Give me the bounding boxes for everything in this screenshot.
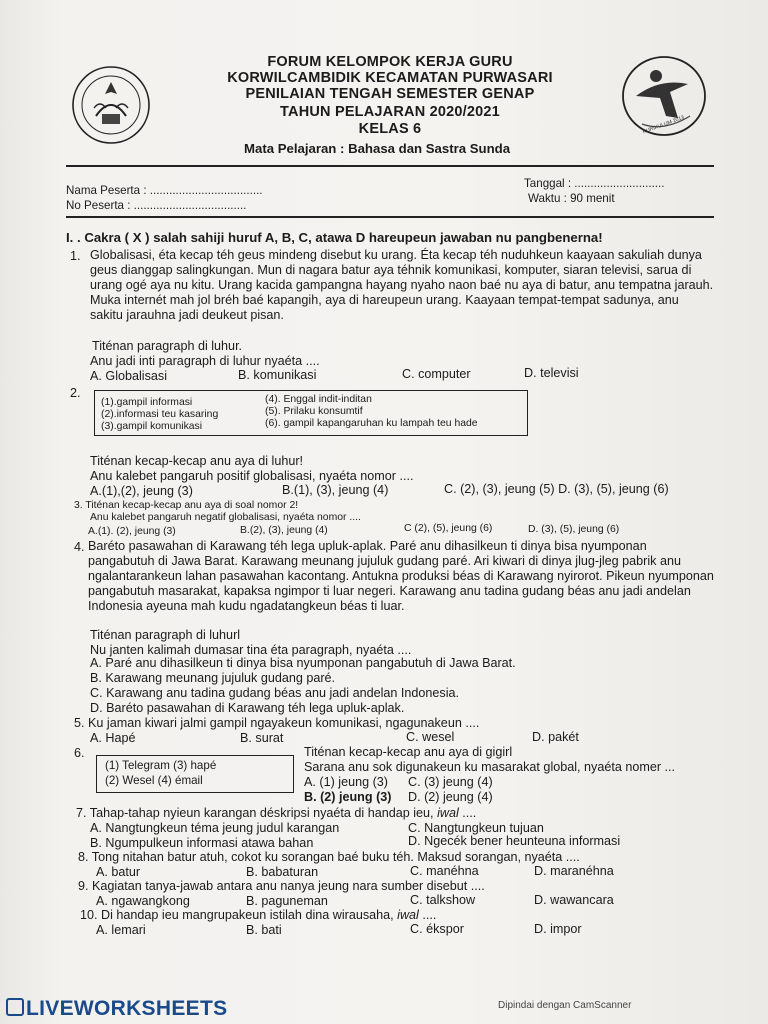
q3-option-d[interactable]: D. (3), (5), jeung (6): [528, 524, 620, 535]
q8-option-d[interactable]: D. maranéhna: [534, 864, 614, 878]
q6-item-row-2: (2) Wesel (4) émail: [105, 774, 203, 787]
q3-option-a[interactable]: A.(1). (2), jeung (3): [88, 526, 176, 537]
header-line-3: PENILAIAN TENGAH SEMESTER GENAP: [245, 86, 535, 102]
q10-option-d[interactable]: D. impor: [534, 922, 582, 936]
q2-item-6: (6). gampil kapangaruhan ku lampah teu hade: [265, 418, 478, 429]
q8-option-a[interactable]: A. batur: [96, 865, 141, 879]
q6-option-a[interactable]: A. (1) jeung (3): [304, 775, 388, 789]
q5-option-b[interactable]: B. surat: [240, 731, 284, 745]
q4-option-c[interactable]: C. Karawang anu tadina gudang béas anu jadi andelan Indonesia.: [90, 686, 460, 700]
q4-option-b[interactable]: B. Karawang meunang jujuluk gudang paré.: [90, 671, 336, 685]
q10-option-b[interactable]: B. bati: [246, 923, 282, 937]
liveworksheets-icon: [6, 998, 24, 1016]
q8-question: 8. Tong nitahan batur atuh, cokot ku sorangan baé buku téh. Maksud sorangan, nyaéta ....: [78, 850, 580, 864]
q6-option-c[interactable]: C. (3) jeung (4): [408, 775, 493, 789]
q1-number: 1.: [70, 249, 81, 263]
q3-option-c[interactable]: C (2), (5), jeung (6): [404, 523, 493, 534]
q5-option-d[interactable]: D. pakét: [532, 730, 579, 744]
q8-option-c[interactable]: C. manéhna: [410, 864, 479, 878]
q1-option-d[interactable]: D. televisi: [524, 366, 579, 380]
q2-prompt-2: Anu kalebet pangaruh positif globalisasi, nyaéta nomor ....: [90, 469, 414, 483]
q2-option-b[interactable]: B.(1), (3), jeung (4): [282, 483, 389, 497]
identity-rule: [66, 216, 714, 218]
q9-question: 9. Kagiatan tanya-jawab antara anu nanya jeung nara sumber disebut ....: [78, 879, 485, 893]
q1-prompt-2: Anu jadi inti paragraph di luhur nyaéta ....: [90, 354, 320, 368]
q7-option-c[interactable]: C. Nangtungkeun tujuan: [408, 821, 544, 835]
camscanner-note: Dipindai dengan CamScanner: [498, 1000, 632, 1011]
header-line-4: TAHUN PELAJARAN 2020/2021: [280, 104, 500, 120]
q1-option-c[interactable]: C. computer: [402, 367, 471, 381]
q9-option-a[interactable]: A. ngawangkong: [96, 894, 190, 908]
q3-line-2: Anu kalebet pangaruh negatif globalisasi, nyaéta nomor ....: [90, 512, 361, 523]
q10-tail: ....: [418, 908, 437, 922]
q8-option-b[interactable]: B. babaturan: [246, 865, 319, 879]
q10-option-a[interactable]: A. lemari: [96, 923, 146, 937]
q2-item-1: (1).gampil informasi: [101, 397, 193, 408]
q5-option-c[interactable]: C. wesel: [406, 730, 455, 744]
header-line-2: KORWILCAMBIDIK KECAMATAN PURWASARI: [227, 70, 553, 86]
q3-option-b[interactable]: B.(2), (3), jeung (4): [240, 525, 328, 536]
q6-prompt-1: Titénan kecap-kecap anu aya di gigirl: [304, 745, 513, 759]
instruction: I. . Cakra ( X ) salah sahiji huruf A, B, C, atawa D hareupeun jawaban nu pangbenerna!: [66, 230, 603, 245]
q1-option-b[interactable]: B. komunikasi: [238, 368, 317, 382]
q10-question: [80, 908, 436, 923]
q9-option-c[interactable]: C. talkshow: [410, 893, 476, 907]
q2-item-5: (5). Prilaku konsumtif: [265, 406, 363, 417]
q7-option-a[interactable]: A. Nangtungkeun téma jeung judul karangan: [90, 821, 340, 835]
q2-option-c-d[interactable]: C. (2), (3), jeung (5) D. (3), (5), jeung (6): [444, 482, 669, 496]
q7-italic: iwal: [437, 806, 459, 820]
q7-option-b[interactable]: B. Ngumpulkeun informasi atawa bahan: [90, 836, 314, 850]
liveworksheets-brand[interactable]: [6, 997, 227, 1021]
q3-line-1: 3. Titénan kecap-kecap anu aya di soal nomor 2!: [74, 500, 299, 511]
q6-items-box: [96, 755, 294, 793]
tanggal: Tanggal : ............................: [524, 177, 665, 190]
q1-paragraph: Globalisasi, éta kecap téh geus mindeng disebut ku urang. Éta kecap téh nuduhkeun kaayaan sakuliah dunya geus dianggap salingkungan. Mun di nagara batur aya téhnik komunikasi, komputer, siaran televisi, sarua di urang ogé aya nu kitu. Urang kacida gampangna hayang nyaho naon baé nu aya di batur, anu tempatna jarauh. Muka internét mah jol bréh baé kapangih, aya di hareupeun urang. Kaayaan tempat-tempat sadunya, anu sakitu jarauhna jadi deukeut pisan.: [90, 248, 714, 322]
q10-question-text: 10. Di handap ieu mangrupakeun istilah dina wirausaha,: [80, 908, 394, 922]
q1-option-a[interactable]: A. Globalisasi: [90, 369, 167, 383]
q2-item-2: (2).informasi teu kasaring: [101, 409, 219, 420]
tut-wuri-handayani-logo: [70, 64, 152, 146]
q4-prompt-1: Titénan paragraph di luhurl: [90, 628, 241, 642]
header-rule: [66, 165, 714, 167]
no-peserta: No Peserta : ...................................: [66, 199, 247, 212]
q6-prompt-2: Sarana anu sok digunakeun ku masarakat global, nyaéta nomer ...: [304, 760, 676, 774]
q2-item-3: (3).gampil komunikasi: [101, 421, 203, 432]
q4-option-d[interactable]: D. Baréto pasawahan di Karawang téh lega upluk-aplak.: [90, 701, 405, 715]
header-line-5: KELAS 6: [358, 121, 422, 137]
q6-option-b[interactable]: B. (2) jeung (3): [304, 790, 392, 804]
q2-option-a[interactable]: A.(1),(2), jeung (3): [90, 484, 193, 498]
logo-right-text: KURIKULUM 2013: [642, 114, 686, 136]
q4-option-a[interactable]: A. Paré anu dihasilkeun ti dinya bisa nyumponan pangabutuh di Jawa Barat.: [90, 656, 516, 670]
kurikulum-2013-logo: [620, 54, 708, 138]
q4-number: 4.: [74, 540, 85, 554]
q2-number: 2.: [70, 386, 81, 400]
q2-item-4: (4). Enggal indit-inditan: [265, 394, 372, 405]
q7-question: [76, 806, 476, 821]
q2-items-box: [94, 390, 528, 436]
q10-italic: iwal: [397, 908, 419, 922]
waktu: Waktu : 90 menit: [528, 192, 615, 205]
liveworksheets-text: LIVEWORKSHEETS: [26, 997, 228, 1020]
q5-question: 5. Ku jaman kiwari jalmi gampil ngayakeun komunikasi, ngagunakeun ....: [74, 716, 480, 730]
q7-question-text: 7. Tahap-tahap nyieun karangan déskripsi nyaéta di handap ieu,: [76, 806, 434, 820]
q5-option-a[interactable]: A. Hapé: [90, 731, 136, 745]
q7-option-d[interactable]: D. Ngecék bener heunteuna informasi: [408, 834, 621, 848]
q6-option-d[interactable]: D. (2) jeung (4): [408, 790, 493, 804]
q2-prompt-1: Titénan kecap-kecap anu aya di luhur!: [90, 454, 304, 468]
q9-option-d[interactable]: D. wawancara: [534, 893, 614, 907]
q9-option-b[interactable]: B. paguneman: [246, 894, 328, 908]
q10-option-c[interactable]: C. ékspor: [410, 922, 464, 936]
q4-paragraph: Baréto pasawahan di Karawang téh lega upluk-aplak. Paré anu dihasilkeun ti dinya bisa nyumponan pangabutuh di Jawa Barat. Karawang meunang jujuluk gudang paré. Ari kiwari di dinya jlug-jleg pabrik anu ngalantarankeun lahan pasawahan kacontang. Antukna produksi béas di Karawang nyirorot. Pikeun nyumponan pangabutuh masarakat, kapaksa ngimpor ti luar negeri. Karawang anu tadina gudang béas anu jadi andelan Indonesia ayeuna mah kudu ngadatangkeun béas ti luar.: [88, 539, 714, 613]
q7-tail: ....: [458, 806, 477, 820]
subject-line: Mata Pelajaran : Bahasa dan Sastra Sunda: [244, 141, 511, 156]
q6-item-row-1: (1) Telegram (3) hapé: [105, 759, 217, 772]
header-line-1: FORUM KELOMPOK KERJA GURU: [267, 54, 513, 70]
nama-peserta: Nama Peserta : ...................................: [66, 184, 263, 197]
q6-number: 6.: [74, 746, 85, 760]
q1-prompt-1: Titénan paragraph di luhur.: [92, 339, 243, 353]
q4-prompt-2: Nu janten kalimah dumasar tina éta paragraph, nyaéta ....: [90, 643, 412, 657]
